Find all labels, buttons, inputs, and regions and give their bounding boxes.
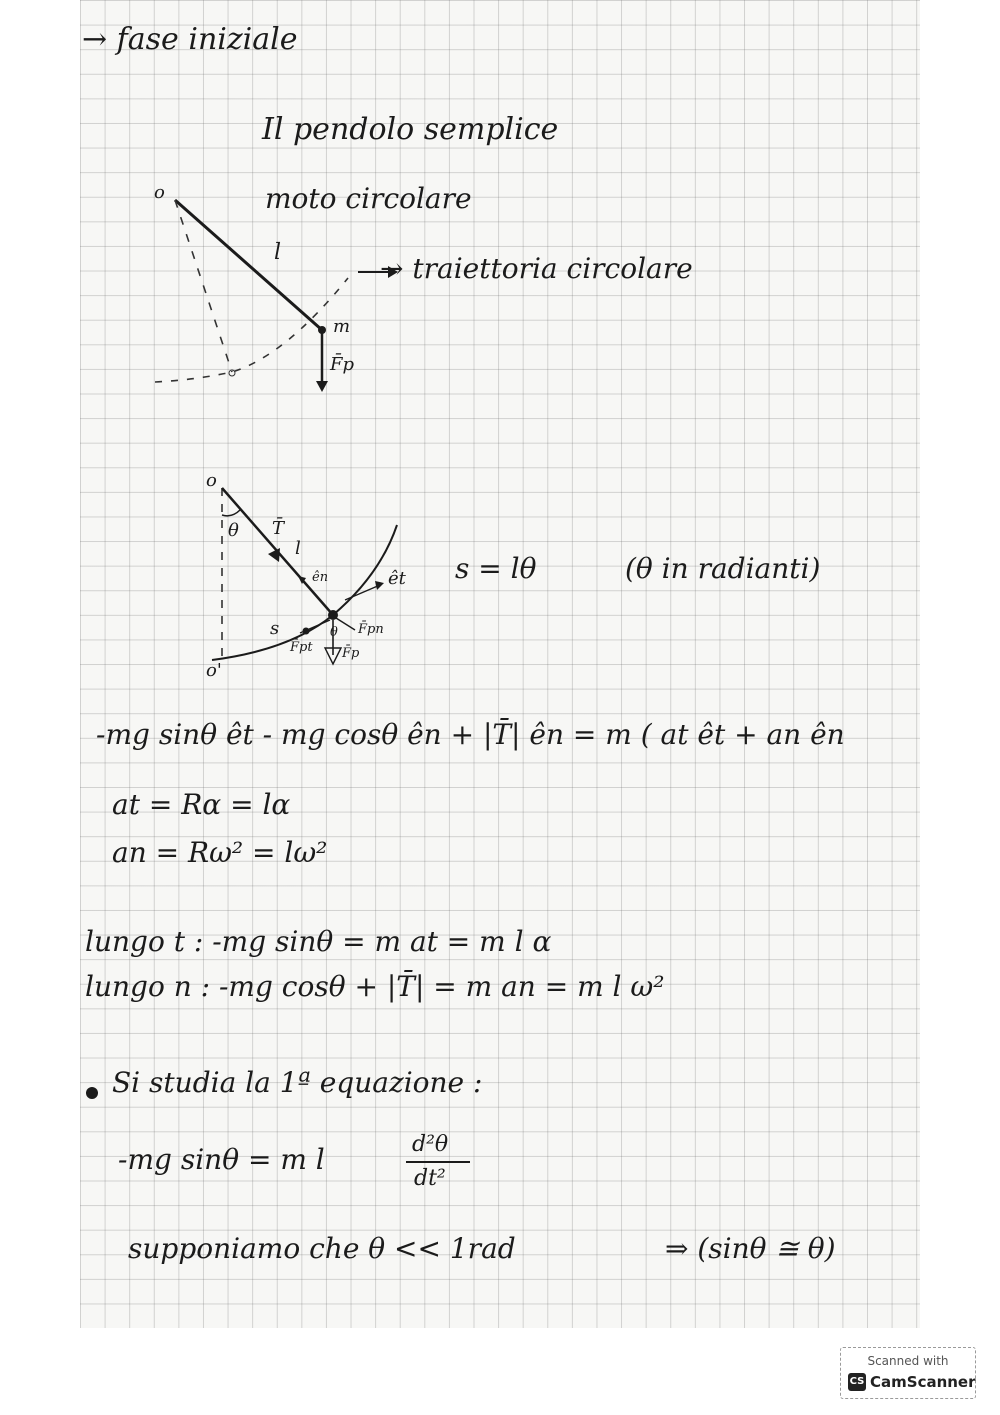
weight-force-arrowhead (316, 381, 328, 392)
pendulum-mass-dot (318, 326, 326, 334)
fig2-point-o: o (206, 470, 217, 491)
suppose-text: supponiamo che θ << 1rad (128, 1232, 516, 1265)
badge-line2: CamScanner (870, 1373, 976, 1391)
fpt-vector (300, 620, 330, 633)
fig2-et-label: êt (388, 568, 406, 589)
tension-arrowhead (268, 548, 280, 562)
subtitle: moto circolare (265, 182, 472, 215)
equation-main: -mg sinθ êt - mg cosθ ên + |T̄| ên = m ( at êt + an ên (96, 718, 845, 751)
fig2-point-o-prime: o' (206, 660, 222, 681)
fig2-length-label: l (295, 538, 301, 559)
equation-an: an = Rω² = lω² (112, 836, 328, 869)
pendulum-string (175, 200, 322, 330)
fig1-force-label: F̄p (330, 354, 355, 375)
page-title: Il pendolo semplice (262, 112, 559, 147)
equation-along-t: lungo t : -mg sinθ = m at = m l α (85, 925, 552, 958)
equation-at: at = Rα = lα (112, 788, 291, 821)
fraction-denominator: dt² (414, 1166, 446, 1191)
et-arrowhead (375, 581, 384, 590)
et-vector (345, 585, 380, 600)
fig2-fpt-label: F̄pt (290, 640, 313, 655)
fig1-point-o: o (154, 182, 165, 203)
camscanner-logo-icon: CS (848, 1373, 866, 1391)
fig1-mass-label: m (333, 316, 351, 337)
fpn-vector (336, 618, 355, 630)
arc-length-formula: s = lθ (455, 552, 537, 585)
page-header: → fase iniziale (82, 22, 298, 57)
fig2-en-label: ên (312, 570, 329, 585)
fig2-theta: θ (228, 520, 239, 541)
fig1-label-l: l (274, 240, 282, 265)
arc-length-note: (θ in radianti) (625, 552, 821, 585)
bullet-dot (86, 1087, 98, 1099)
fig2-fp-label: F̄p (342, 646, 360, 661)
camscanner-badge (840, 1347, 976, 1399)
fig2-theta-small: θ (330, 625, 338, 640)
study-heading: Si studia la 1ª equazione : (112, 1066, 483, 1099)
fraction-numerator: d²θ (412, 1132, 449, 1157)
theta-arc (222, 510, 240, 516)
equation-along-n: lungo n : -mg cosθ + |T̄| = m an = m l ω² (85, 970, 665, 1003)
fig2-fpn-label: F̄pn (358, 622, 384, 637)
badge-line1: Scanned with (867, 1354, 949, 1368)
approximation-text: ⇒ (sinθ ≅ θ) (665, 1232, 836, 1265)
trajectory-note: → traiettoria circolare (380, 252, 693, 285)
fig2-s-label: s (270, 618, 280, 639)
fig2-tension-label: T̄ (272, 518, 285, 539)
equation-study: -mg sinθ = m l (118, 1143, 325, 1176)
